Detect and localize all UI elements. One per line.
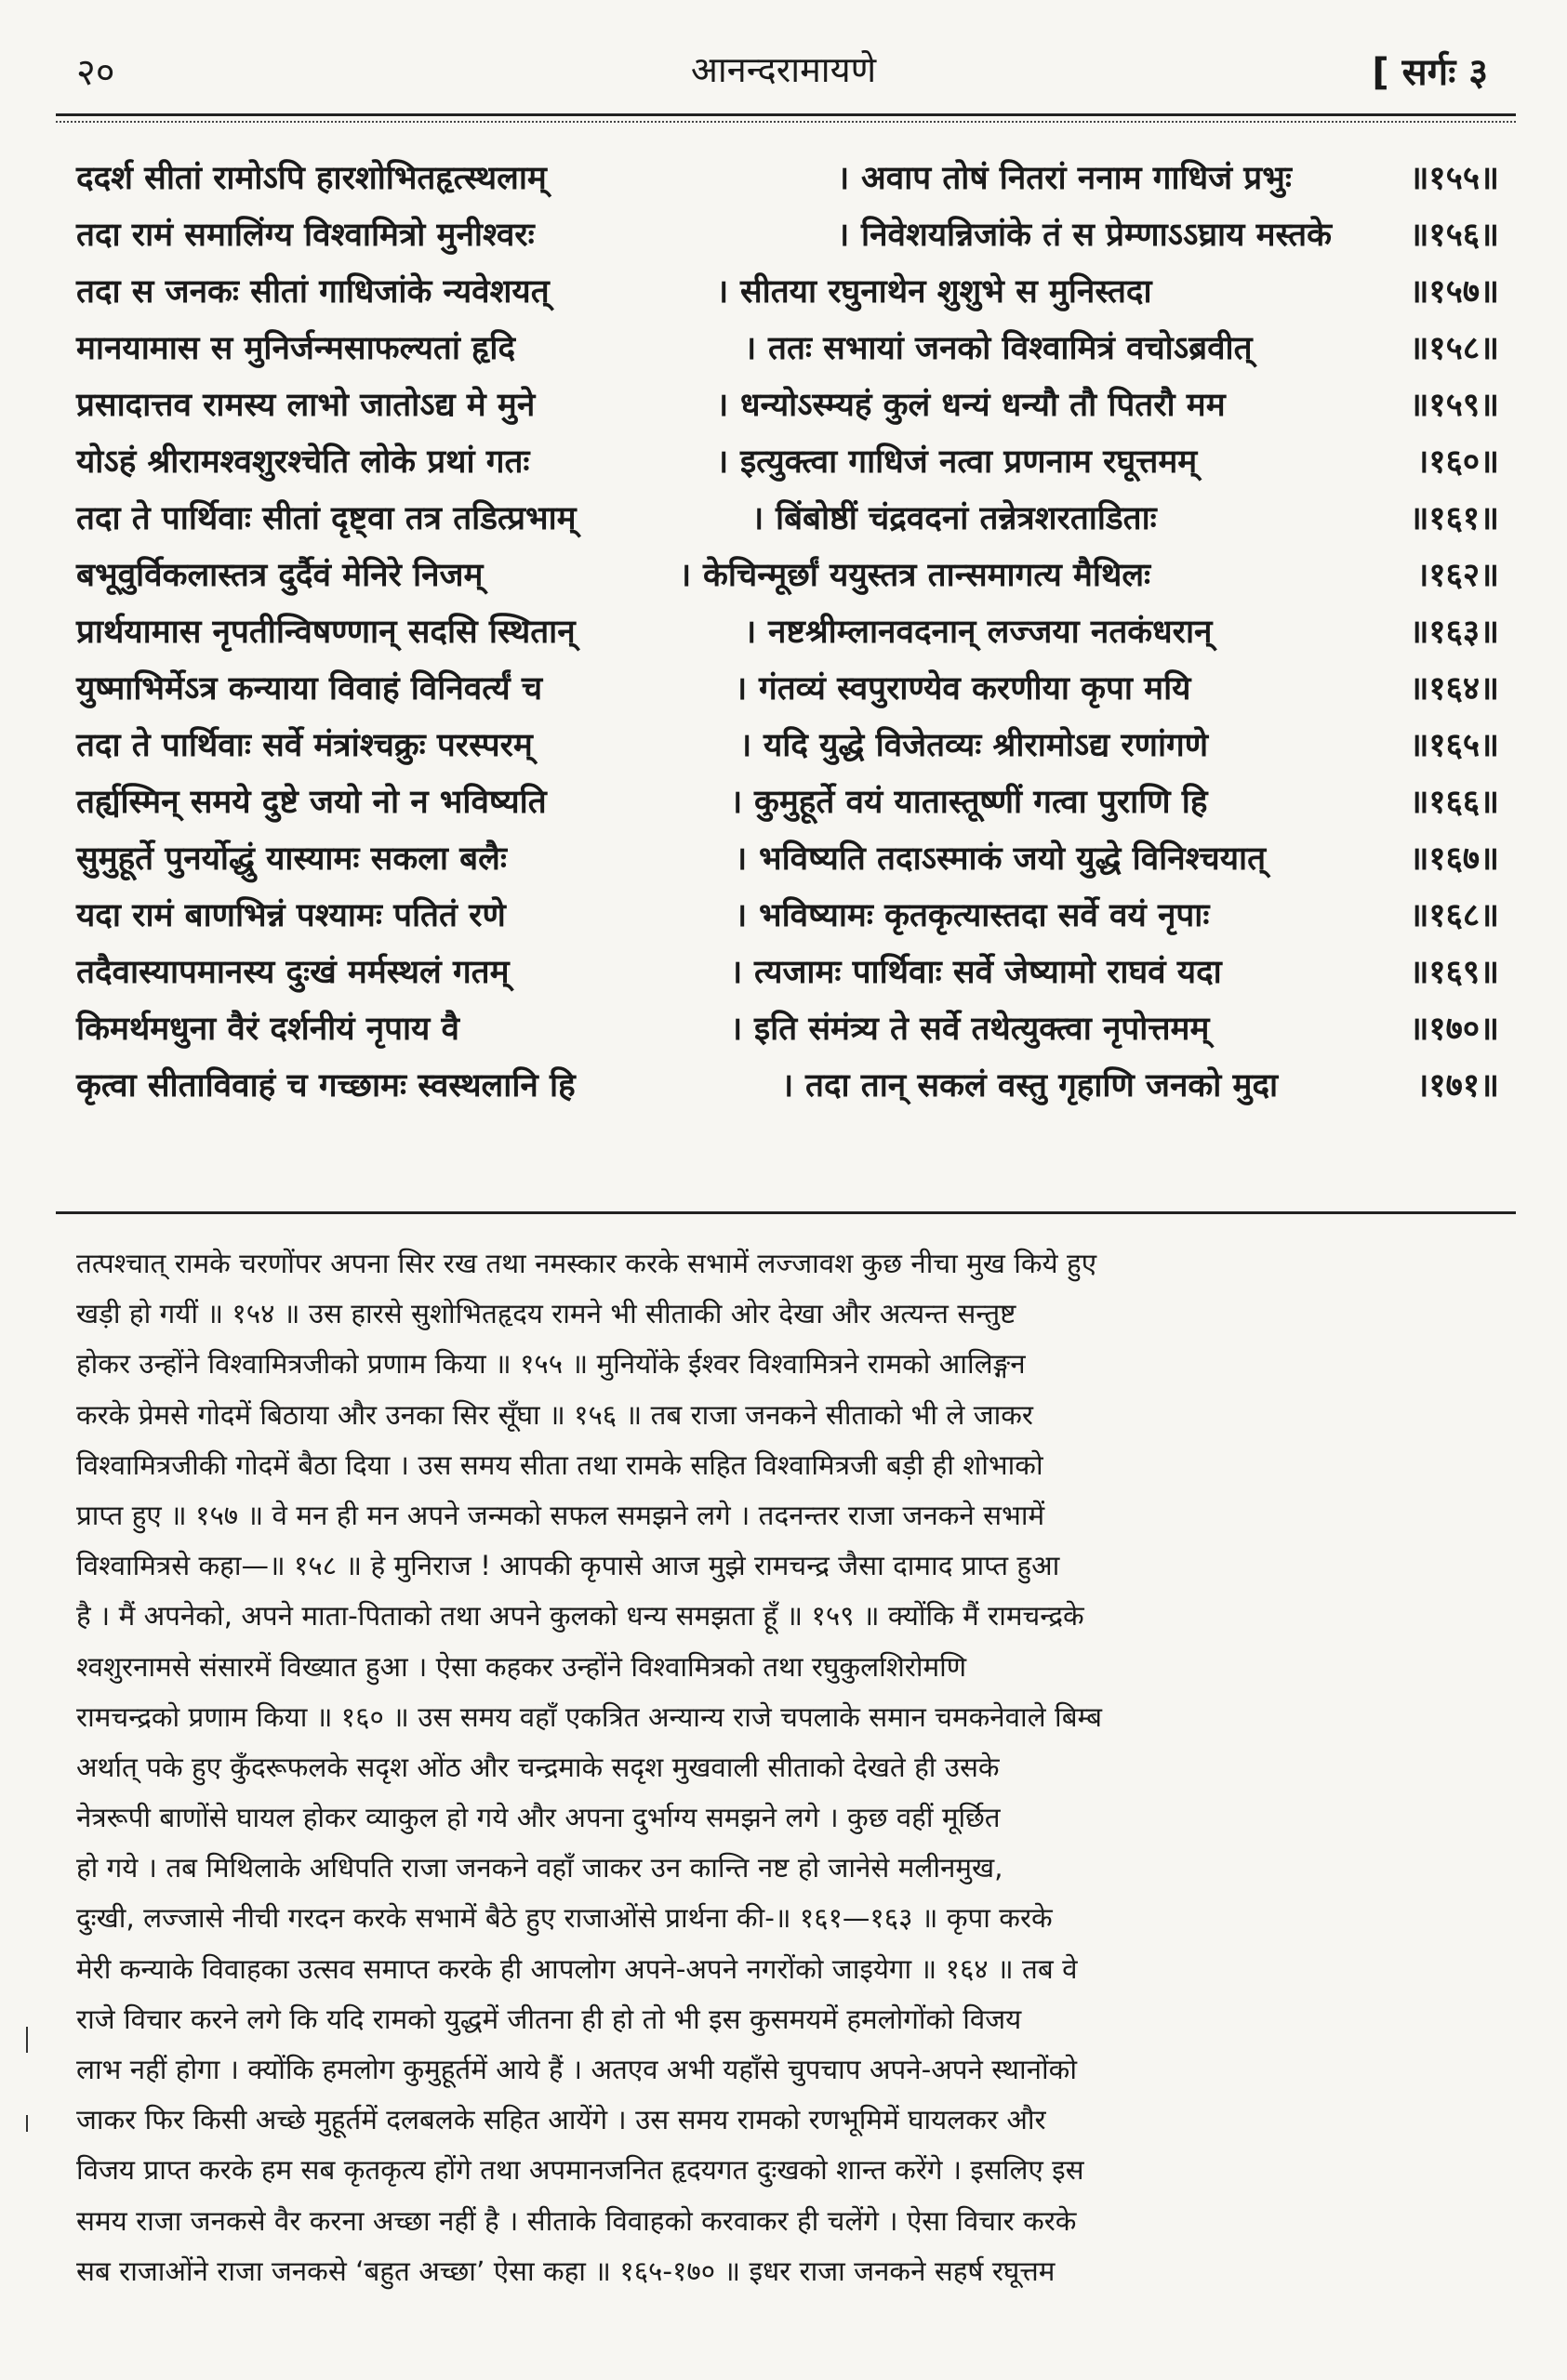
verse-line xyxy=(76,945,1499,1001)
translation-line: रामचन्द्रको प्रणाम किया ॥ १६० ॥ उस समय वहाँ एकत्रित अन्यान्य राजे चपलाके समान चमकनेवाले बिम्ब xyxy=(76,1700,1102,1733)
translation-line: अर्थात् पके हुए कुँदरूफलके सदृश ओंठ और चन्द्रमाके सदृश मुखवाली सीताको देखते ही उसके xyxy=(76,1751,1000,1783)
danda: । xyxy=(730,1011,743,1048)
translation-line: करके प्रेमसे गोदमें बिठाया और उनका सिर सूँघा ॥ १५६ ॥ तब राजा जनकने सीताको भी ले जाकर xyxy=(76,1398,1033,1431)
danda: । xyxy=(744,330,757,367)
verse-number: ॥१५५॥ xyxy=(1409,160,1499,197)
verse-number: ॥१६६॥ xyxy=(1409,784,1499,821)
sanskrit-verses xyxy=(76,151,1499,1115)
danda: । xyxy=(735,670,748,707)
danda: । xyxy=(735,897,748,934)
verse-number: ॥१६७॥ xyxy=(1409,840,1499,878)
verse-number: ॥१६३॥ xyxy=(1409,614,1499,651)
verse-line xyxy=(76,774,1499,831)
verse-line xyxy=(76,1058,1499,1115)
verse-number: ॥१५८॥ xyxy=(1409,330,1499,367)
translation-line: सब राजाओंने राजा जनकसे ‘बहुत अच्छा’ ऐसा कहा ॥ १६५-१७० ॥ इधर राजा जनकने सहर्ष रघूत्तम xyxy=(76,2254,1056,2287)
verse-second-half: कुमुहूर्ते वयं यातास्तूष्णीं गत्वा पुराणि हि xyxy=(754,784,1208,821)
page-number: २० xyxy=(76,51,115,94)
verse-line xyxy=(76,718,1499,774)
verse-first-half: तदा स जनकः सीतां गाधिजांके न्यवेशयत् xyxy=(76,273,550,311)
verse-first-half: तदा ते पार्थिवाः सर्वे मंत्रांश्चक्रुः परस्परम् xyxy=(76,727,533,764)
verse-number: ॥१५६॥ xyxy=(1409,217,1499,254)
verse-number: ॥१६९॥ xyxy=(1409,954,1499,991)
verse-second-half: धन्योऽस्म्यहं कुलं धन्यं धन्यौ तौ पितरौ मम xyxy=(740,387,1226,424)
verse-number: ॥१५९॥ xyxy=(1409,387,1499,424)
verse-first-half: कृत्वा सीताविवाहं च गच्छामः स्वस्थलानि हि xyxy=(76,1067,576,1104)
book-title: आनन्दरामायणे xyxy=(690,49,877,90)
translation-line: मेरी कन्याके विवाहका उत्सव समाप्त करके ही आपलोग अपने-अपने नगरोंको जाइयेगा ॥ १६४ ॥ तब वे xyxy=(76,1952,1078,1985)
verse-line xyxy=(76,151,1499,207)
verse-first-half: ददर्श सीतां रामोऽपि हारशोभितहृत्स्थलाम् xyxy=(76,160,547,197)
verse-second-half: इत्युक्त्वा गाधिजं नत्वा प्रणनाम रघूत्तमम् xyxy=(740,443,1198,481)
verse-number: ।१७१॥ xyxy=(1416,1067,1499,1104)
verse-first-half: मानयामास स मुनिर्जन्मसाफल्यतां हृदि xyxy=(76,330,516,367)
translation-line: जाकर फिर किसी अच्छे मुहूर्तमें दलबलके सहित आयेंगे । उस समय रामको रणभूमिमें घायलकर और xyxy=(76,2104,1046,2136)
section-divider xyxy=(56,1211,1516,1214)
danda: । xyxy=(679,557,692,594)
danda: । xyxy=(744,614,757,651)
danda: । xyxy=(716,443,729,481)
verse-number: ॥१६८॥ xyxy=(1409,897,1499,934)
verse-second-half: निवेशयन्निजांके तं स प्रेम्णाऽऽघ्राय मस्तके xyxy=(861,217,1332,254)
verse-first-half: प्रसादात्तव रामस्य लाभो जातोऽद्य मे मुने xyxy=(76,387,536,424)
translation-line: प्राप्त हुए ॥ १५७ ॥ वे मन ही मन अपने जन्मको सफल समझने लगे । तदनन्तर राजा जनकने सभामें xyxy=(76,1499,1045,1531)
danda: । xyxy=(781,1067,794,1104)
verse-line xyxy=(76,661,1499,718)
verse-second-half: भविष्यति तदाऽस्माकं जयो युद्धे विनिश्चयात् xyxy=(759,840,1267,878)
danda: । xyxy=(751,500,764,537)
verse-first-half: बभूवुर्विकलास्तत्र दुर्दैवं मेनिरे निजम् xyxy=(76,557,484,594)
header-dotted-rule xyxy=(56,121,1516,123)
verse-second-half: इति संमंत्र्य ते सर्वे तथेत्युक्त्वा नृपोत्तमम् xyxy=(754,1011,1210,1048)
verse-second-half: अवाप तोषं नितरां ननाम गाधिजं प्रभुः xyxy=(861,160,1292,197)
verse-first-half: तदा रामं समालिंग्य विश्वामित्रो मुनीश्वरः xyxy=(76,217,535,254)
translation-line: दुःखी, लज्जासे नीची गरदन करके सभामें बैठे हुए राजाओंसे प्रार्थना की-॥ १६१—१६३ ॥ कृपा करके xyxy=(76,1902,1053,1935)
verse-number: ॥१५७॥ xyxy=(1409,273,1499,311)
running-header xyxy=(0,45,1567,110)
verse-second-half: केचिन्मूर्छां ययुस्तत्र तान्समागत्य मैथिलः xyxy=(703,557,1151,594)
translation-line: होकर उन्होंने विश्वामित्रजीको प्रणाम किया ॥ १५५ ॥ मुनियोंके ईश्वर विश्वामित्रने रामको आलिङ्गन xyxy=(76,1348,1026,1381)
verse-second-half: सीतया रघुनाथेन शुशुभे स मुनिस्तदा xyxy=(740,273,1152,311)
translation-line: तत्पश्चात् रामके चरणोंपर अपना सिर रख तथा नमस्कार करके सभामें लज्जावश कुछ नीचा मुख किये हुए xyxy=(76,1248,1097,1279)
danda: । xyxy=(730,954,743,991)
verse-first-half: यदा रामं बाणभिन्नं पश्यामः पतितं रणे xyxy=(76,897,506,934)
margin-mark xyxy=(26,2115,28,2132)
verse-first-half: प्रार्थयामास नृपतीन्विषण्णान् सदसि स्थितान् xyxy=(76,614,576,651)
verse-second-half: बिंबोष्ठीं चंद्रवदनां तन्नेत्रशरताडिताः xyxy=(776,500,1157,537)
verse-number: ॥१७०॥ xyxy=(1409,1011,1499,1048)
verse-line xyxy=(76,888,1499,945)
verse-second-half: यदि युद्धे विजेतव्यः श्रीरामोऽद्य रणांगणे xyxy=(764,727,1209,764)
danda: । xyxy=(735,840,748,878)
verse-first-half: योऽहं श्रीरामश्वशुरश्चेति लोके प्रथां गतः xyxy=(76,443,530,481)
verse-line xyxy=(76,831,1499,888)
translation-line: खड़ी हो गयीं ॥ १५४ ॥ उस हारसे सुशोभितहृदय रामने भी सीताकी ओर देखा और अत्यन्त सन्तुष्ट xyxy=(76,1298,1016,1330)
verse-number: ।१६२॥ xyxy=(1416,557,1499,594)
verse-line xyxy=(76,604,1499,661)
danda: । xyxy=(837,217,850,254)
translation-line: है । मैं अपनेको, अपने माता-पिताको तथा अपने कुलको धन्य समझता हूँ ॥ १५९ ॥ क्योंकि मैं रामचन्द्रके xyxy=(76,1600,1084,1633)
danda: । xyxy=(716,387,729,424)
hindi-translation xyxy=(76,1238,1499,2296)
verse-second-half: नष्टश्रीम्लानवदनान् लज्जया नतकंधरान् xyxy=(768,614,1213,651)
header-rule xyxy=(56,113,1516,116)
verse-first-half: तर्ह्यस्मिन् समये दुष्टे जयो नो न भविष्यति xyxy=(76,784,547,821)
verse-second-half: गंतव्यं स्वपुराण्येव करणीया कृपा मयि xyxy=(759,670,1191,707)
verse-number: ।१६०॥ xyxy=(1416,443,1499,481)
translation-line: विश्वामित्रसे कहा—॥ १५८ ॥ हे मुनिराज ! आपकी कृपासे आज मुझे रामचन्द्र जैसा दामाद प्राप्त हुआ xyxy=(76,1550,1060,1582)
verse-line xyxy=(76,1001,1499,1058)
danda: । xyxy=(739,727,752,764)
verse-first-half: युष्माभिर्मेऽत्र कन्याया विवाहं विनिवर्त्यं च xyxy=(76,670,543,707)
translation-line: राजे विचार करने लगे कि यदि रामको युद्धमें जीतना ही हो तो भी इस कुसमयमें हमलोगोंको विजय xyxy=(76,2003,1022,2035)
section-label: [ सर्गः ३ xyxy=(1372,51,1488,94)
verse-line xyxy=(76,434,1499,491)
verse-line xyxy=(76,321,1499,377)
verse-number: ॥१६१॥ xyxy=(1409,500,1499,537)
verse-first-half: सुमुहूर्ते पुनर्योद्धुं यास्यामः सकला बलैः xyxy=(76,840,507,878)
verse-first-half: तदा ते पार्थिवाः सीतां दृष्ट्वा तत्र तडित्प्रभाम् xyxy=(76,500,577,537)
translation-line: नेत्ररूपी बाणोंसे घायल होकर व्याकुल हो गये और अपना दुर्भाग्य समझने लगे । कुछ वहीं मूर्छित xyxy=(76,1802,1001,1834)
danda: । xyxy=(837,160,850,197)
verse-line xyxy=(76,207,1499,264)
verse-line xyxy=(76,377,1499,434)
verse-second-half: ततः सभायां जनको विश्वामित्रं वचोऽब्रवीत् xyxy=(768,330,1253,367)
verse-first-half: तदैवास्यापमानस्य दुःखं मर्मस्थलं गतम् xyxy=(76,954,510,991)
translation-line: विश्वामित्रजीकी गोदमें बैठा दिया । उस समय सीता तथा रामके सहित विश्वामित्रजी बड़ी ही शोभाको xyxy=(76,1448,1043,1481)
verse-number: ॥१६४॥ xyxy=(1409,670,1499,707)
translation-line: श्वशुरनामसे संसारमें विख्यात हुआ । ऐसा कहकर उन्होंने विश्वामित्रको तथा रघुकुलशिरोमणि xyxy=(76,1650,967,1683)
translation-line: समय राजा जनकसे वैर करना अच्छा नहीं है । सीताके विवाहको करवाकर ही चलेंगे । ऐसा विचार करके xyxy=(76,2204,1077,2237)
translation-line: विजय प्राप्त करके हम सब कृतकृत्य होंगे तथा अपमानजनित हृदयगत दुःखको शान्त करेंगे । इसलिए इस xyxy=(76,2154,1084,2187)
translation-line: लाभ नहीं होगा । क्योंकि हमलोग कुमुहूर्तमें आये हैं । अतएव अभी यहाँसे चुपचाप अपने-अपने स्थानोंको xyxy=(76,2054,1077,2085)
verse-first-half: किमर्थमधुना वैरं दर्शनीयं नृपाय वै xyxy=(76,1011,460,1048)
verse-second-half: भविष्यामः कृतकृत्यास्तदा सर्वे वयं नृपाः xyxy=(759,897,1210,934)
verse-second-half: त्यजामः पार्थिवाः सर्वे जेष्यामो राघवं यदा xyxy=(754,954,1222,991)
verse-line xyxy=(76,264,1499,321)
verse-second-half: तदा तान् सकलं वस्तु गृहाणि जनको मुदा xyxy=(805,1067,1279,1104)
translation-line: हो गये । तब मिथिलाके अधिपति राजा जनकने वहाँ जाकर उन कान्ति नष्ट हो जानेसे मलीनमुख, xyxy=(76,1852,1003,1884)
verse-number: ॥१६५॥ xyxy=(1409,727,1499,764)
danda: । xyxy=(730,784,743,821)
danda: । xyxy=(716,273,729,311)
verse-line xyxy=(76,491,1499,548)
margin-mark xyxy=(26,2027,28,2053)
verse-line xyxy=(76,548,1499,604)
